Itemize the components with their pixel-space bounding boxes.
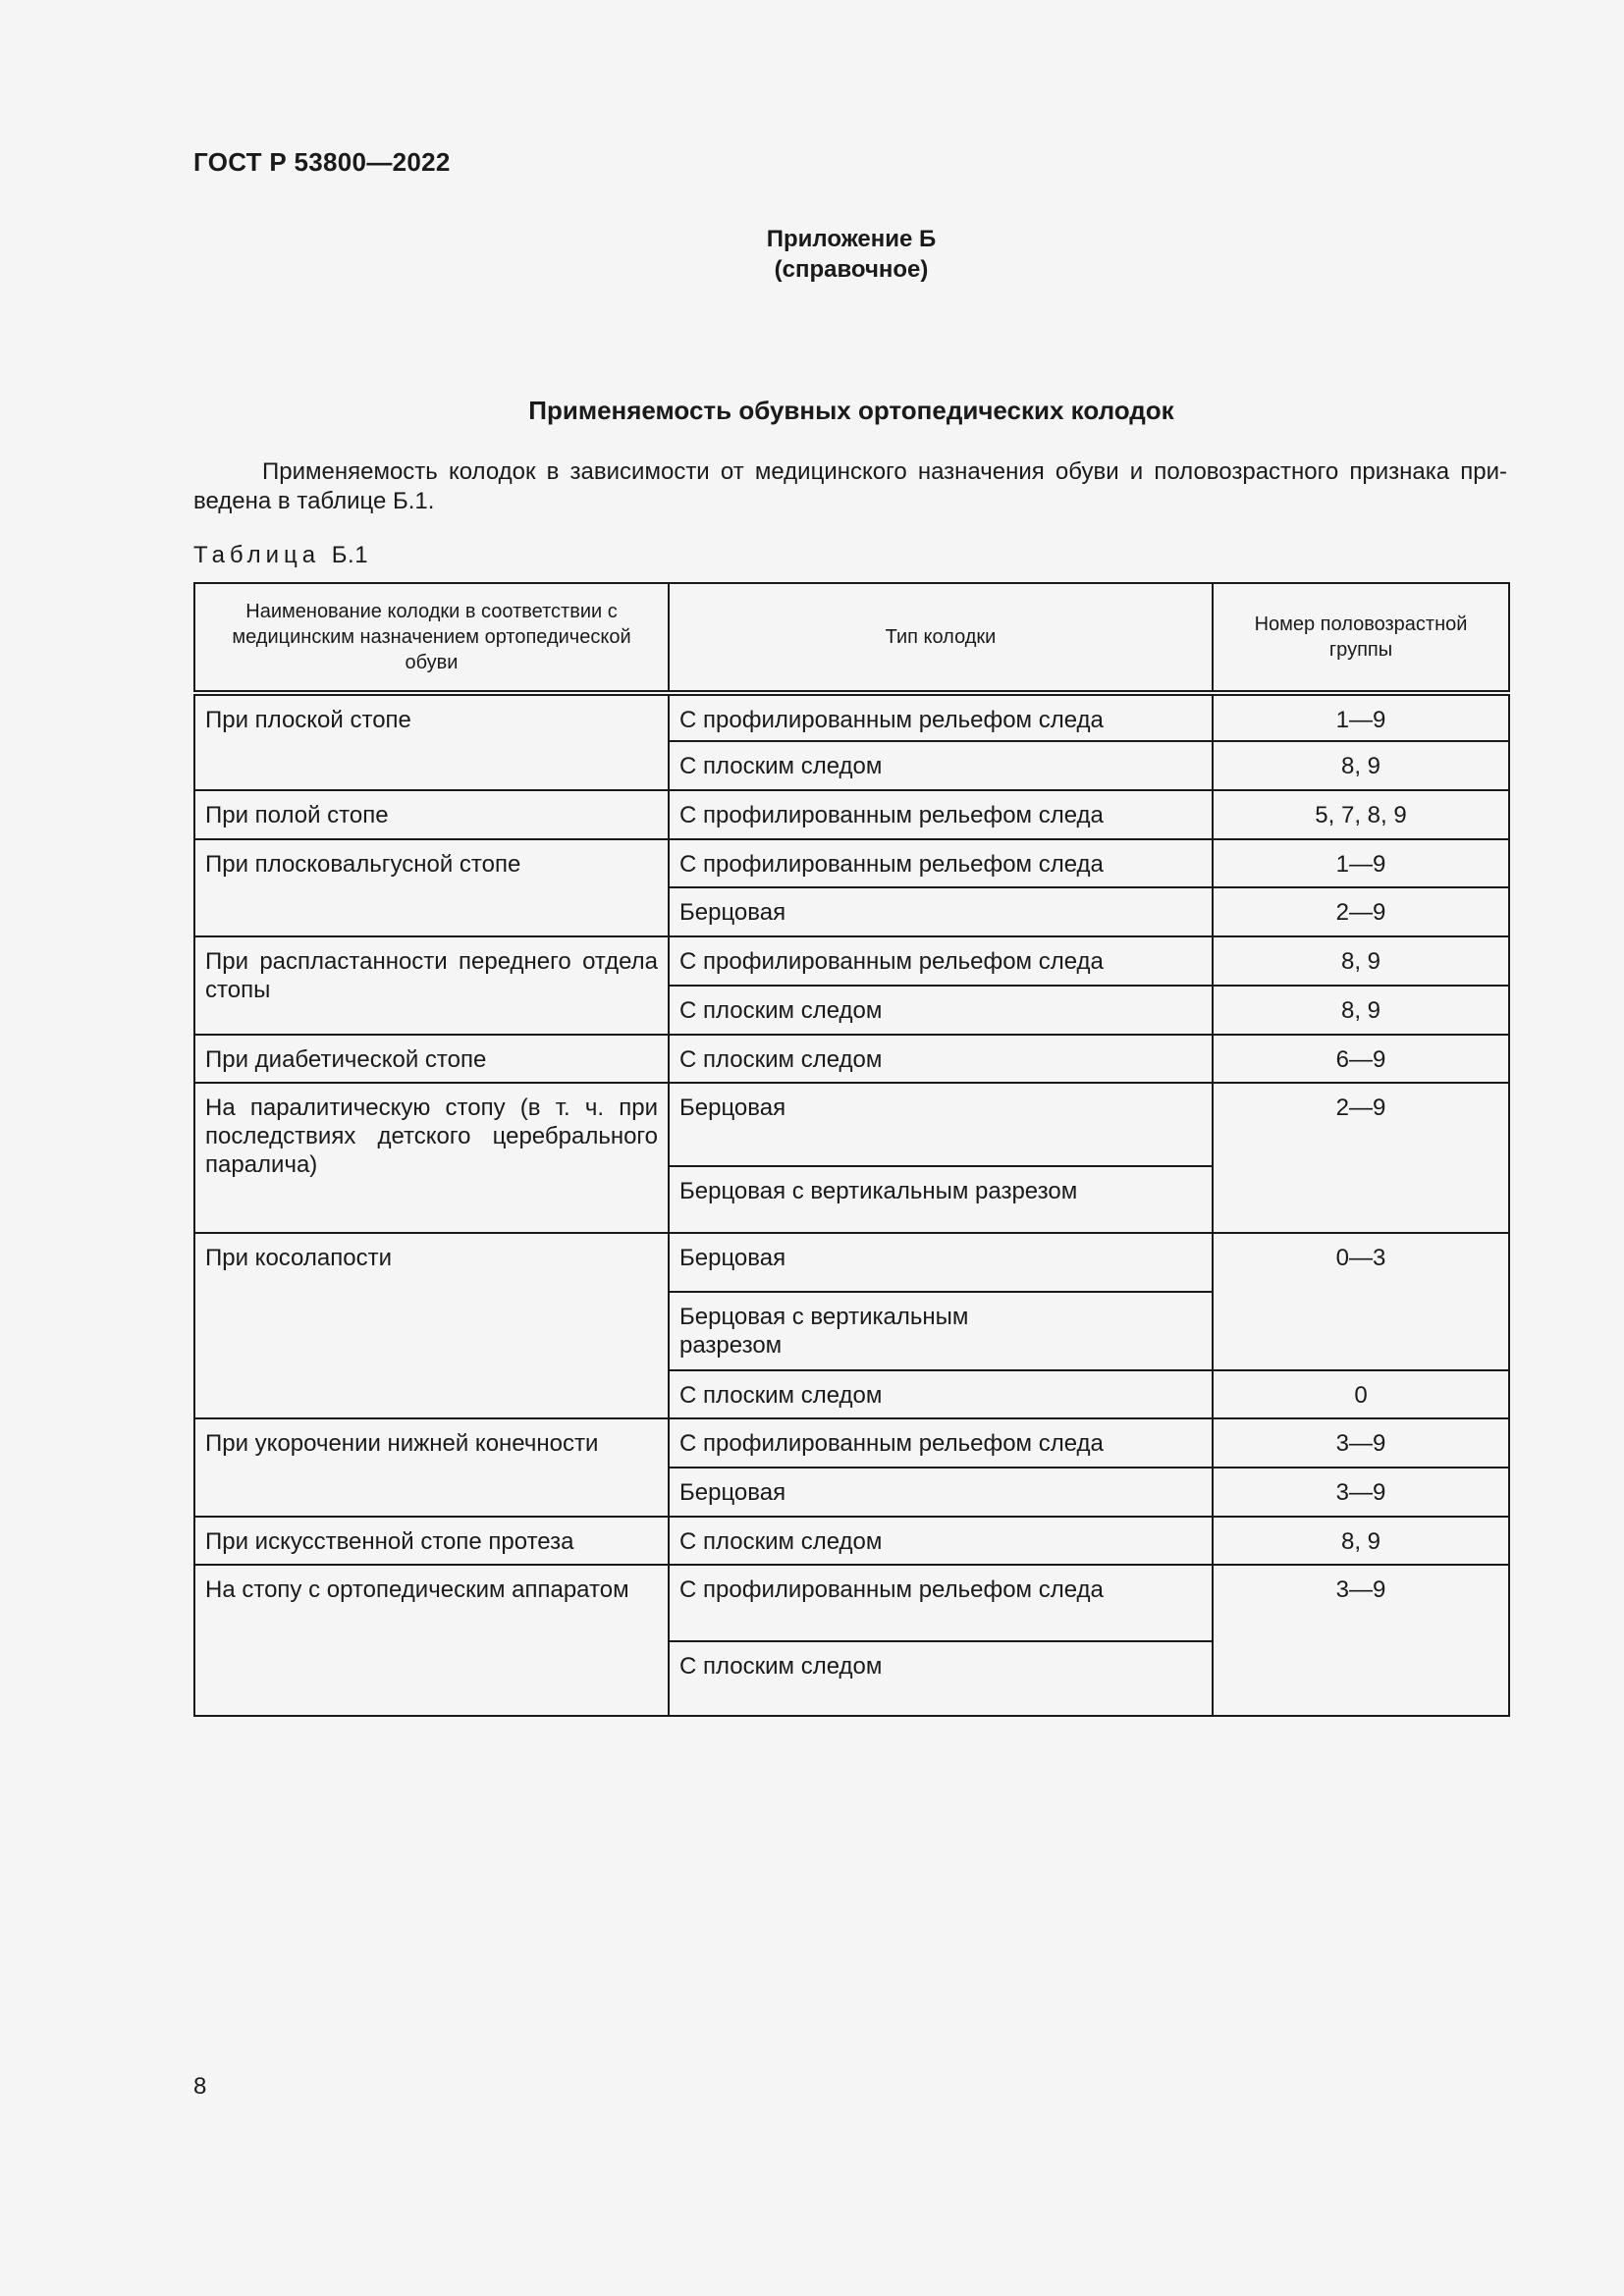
table-caption [193, 542, 368, 569]
row-group: 2—9 [1213, 887, 1509, 936]
row-group: 3—9 [1213, 1418, 1509, 1468]
row-group: 3—9 [1213, 1468, 1509, 1517]
row-type: С плоским следом [669, 741, 1213, 790]
table-caption-number: Б.1 [331, 542, 369, 568]
table-row [194, 1083, 1509, 1166]
row-type: С плоским следом [669, 1641, 1213, 1716]
row-type: С профилированным рельефом следа [669, 936, 1213, 986]
table-caption-word: Таблица [193, 542, 321, 568]
row-group: 3—9 [1213, 1565, 1509, 1716]
header-group: Номер половозрастной группы [1213, 583, 1509, 693]
document-code: ГОСТ Р 53800—2022 [193, 147, 451, 177]
row-type: С профилированным рельефом следа [669, 693, 1213, 741]
row-name: При распластанности переднего отдела стопы [194, 936, 669, 1035]
row-type: Берцовая [669, 1233, 1213, 1292]
row-group: 6—9 [1213, 1035, 1509, 1083]
row-name: При плоской стопе [194, 693, 669, 790]
intro-line-2: ведена в таблице Б.1. [193, 488, 435, 514]
intro-paragraph [193, 457, 1507, 516]
row-group: 8, 9 [1213, 741, 1509, 790]
row-name: При укорочении нижней конечности [194, 1418, 669, 1517]
table-row [194, 1233, 1509, 1292]
row-name: При полой стопе [194, 790, 669, 839]
row-name: На паралитическую стопу (в т. ч. при последствиях детского церебрального паралича) [194, 1083, 669, 1233]
row-name: При диабетической стопе [194, 1035, 669, 1083]
row-group: 8, 9 [1213, 936, 1509, 986]
row-type: С профилированным рельефом следа [669, 839, 1213, 887]
page-number: 8 [193, 2073, 207, 2100]
row-name: При искусственной стопе протеза [194, 1517, 669, 1565]
row-group: 2—9 [1213, 1083, 1509, 1233]
appendix-subtitle: (справочное) [774, 256, 929, 283]
section-title: Применяемость обувных ортопедических колодок [528, 396, 1174, 425]
row-group: 8, 9 [1213, 986, 1509, 1035]
header-type: Тип колодки [669, 583, 1213, 693]
row-group: 1—9 [1213, 839, 1509, 887]
applicability-table [193, 582, 1510, 1717]
row-type: С плоским следом [669, 986, 1213, 1035]
row-group: 5, 7, 8, 9 [1213, 790, 1509, 839]
row-type: С профилированным рельефом следа [669, 1418, 1213, 1468]
table-row [194, 1418, 1509, 1468]
table-row [194, 693, 1509, 741]
row-group: 0—3 [1213, 1233, 1509, 1370]
table-row [194, 936, 1509, 986]
row-type: Берцовая с вертикальным разрезом [669, 1166, 1213, 1233]
table-row [194, 1035, 1509, 1083]
table-row [194, 1565, 1509, 1641]
table-header-row [194, 583, 1509, 693]
row-type: Берцовая [669, 1468, 1213, 1517]
appendix-title: Приложение Б [766, 226, 937, 252]
table-row [194, 790, 1509, 839]
row-group: 8, 9 [1213, 1517, 1509, 1565]
table-row [194, 839, 1509, 887]
row-group: 1—9 [1213, 693, 1509, 741]
row-type: С плоским следом [669, 1035, 1213, 1083]
row-type: Берцовая [669, 1083, 1213, 1166]
row-type: С профилированным рельефом следа [669, 790, 1213, 839]
row-type: С профилированным рельефом следа [669, 1565, 1213, 1641]
row-name: При плосковальгусной стопе [194, 839, 669, 936]
header-name: Наименование колодки в соответствии с медицинским назначением ортопедической обуви [194, 583, 669, 693]
row-name: На стопу с ортопедическим аппаратом [194, 1565, 669, 1716]
appendix-heading [0, 224, 1624, 285]
table-row [194, 1517, 1509, 1565]
intro-line-1: Применяемость колодок в зависимости от медицинского назначения обуви и половозрастного признака при- [262, 458, 1507, 485]
row-type: Берцовая с вертикальным разрезом [669, 1292, 1213, 1370]
row-type: С плоским следом [669, 1370, 1213, 1418]
row-type: Берцовая [669, 887, 1213, 936]
row-name: При косолапости [194, 1233, 669, 1418]
row-type: С плоским следом [669, 1517, 1213, 1565]
row-group: 0 [1213, 1370, 1509, 1418]
